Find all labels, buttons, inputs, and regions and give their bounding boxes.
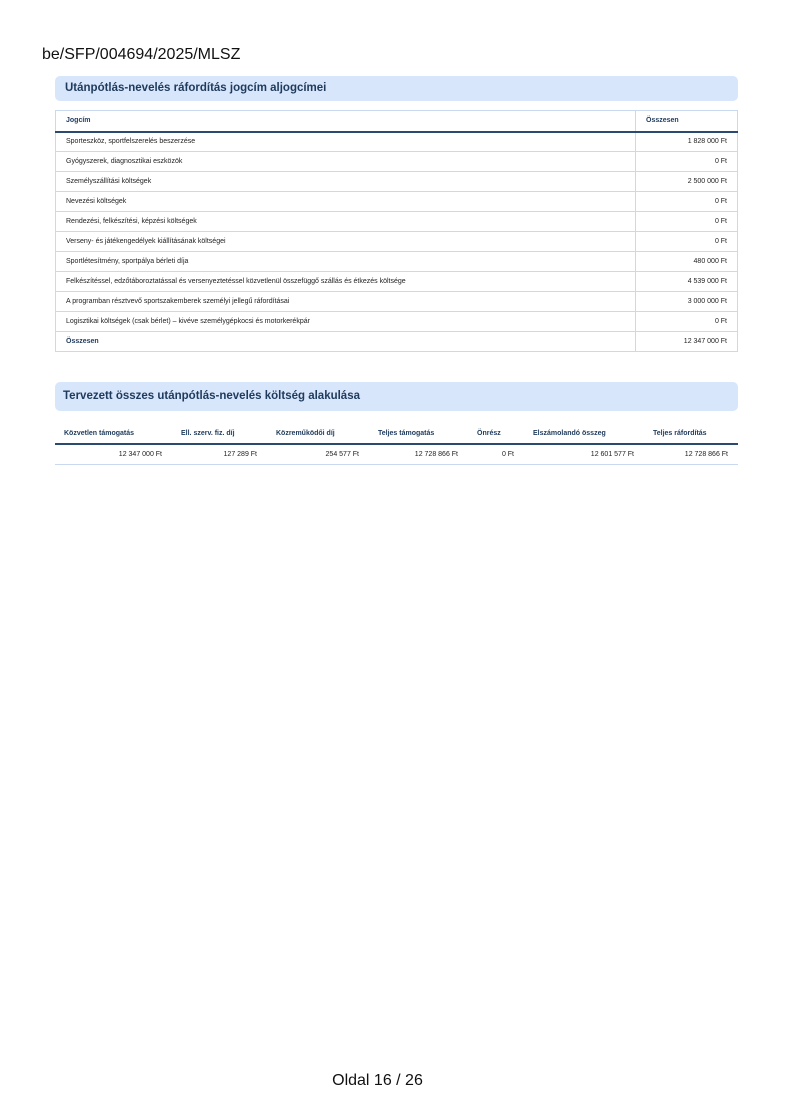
value-onresz: 0 Ft <box>468 444 524 464</box>
table-total-row <box>56 332 738 352</box>
cost-summary-table <box>55 424 738 465</box>
row-name: Verseny- és játékengedélyek kiállításának költségei <box>56 232 636 252</box>
table-row <box>56 132 738 152</box>
table-row <box>56 272 738 292</box>
column-header-ell-szerv-fiz-dij: Ell. szerv. fiz. díj <box>172 424 267 444</box>
row-name: Személyszállítási költségek <box>56 172 636 192</box>
total-amount: 12 347 000 Ft <box>636 332 738 352</box>
row-amount: 480 000 Ft <box>636 252 738 272</box>
table-row <box>56 232 738 252</box>
row-name: Logisztikai költségek (csak bérlet) – kivéve személygépkocsi és motorkerékpár <box>56 312 636 332</box>
column-header-onresz: Önrész <box>468 424 524 444</box>
column-header-teljes-raforditas: Teljes ráfordítás <box>644 424 738 444</box>
table-row <box>56 312 738 332</box>
total-label: Összesen <box>56 332 636 352</box>
table-header-row <box>56 111 738 132</box>
row-amount: 1 828 000 Ft <box>636 132 738 152</box>
row-name: Gyógyszerek, diagnosztikai eszközök <box>56 152 636 172</box>
page-number: Oldal 16 / 26 <box>332 1072 423 1089</box>
row-name: Sportlétesítmény, sportpálya bérleti díja <box>56 252 636 272</box>
row-amount: 2 500 000 Ft <box>636 172 738 192</box>
row-amount: 0 Ft <box>636 312 738 332</box>
column-header-osszesen: Összesen <box>636 111 738 132</box>
value-kozvetlen-tamogatas: 12 347 000 Ft <box>55 444 172 464</box>
value-kozremukodoi-dij: 254 577 Ft <box>267 444 369 464</box>
table-row <box>56 292 738 312</box>
value-teljes-raforditas: 12 728 866 Ft <box>644 444 738 464</box>
section-title-jogcim: Utánpótlás-nevelés ráfordítás jogcím aljogcímei <box>55 76 738 101</box>
value-elszamolando-osszeg: 12 601 577 Ft <box>524 444 644 464</box>
row-amount: 0 Ft <box>636 152 738 172</box>
row-name: Sporteszköz, sportfelszerelés beszerzése <box>56 132 636 152</box>
column-header-jogcim: Jogcím <box>56 111 636 132</box>
column-header-kozremukodoi-dij: Közreműködői díj <box>267 424 369 444</box>
jogcim-table <box>55 110 738 352</box>
column-header-teljes-tamogatas: Teljes támogatás <box>369 424 468 444</box>
row-name: Rendezési, felkészítési, képzési költségek <box>56 212 636 232</box>
section-title-koltseg-alakulas: Tervezett összes utánpótlás-nevelés költség alakulása <box>55 382 738 411</box>
column-header-kozvetlen-tamogatas: Közvetlen támogatás <box>55 424 172 444</box>
value-ell-szerv-fiz-dij: 127 289 Ft <box>172 444 267 464</box>
table-row <box>56 252 738 272</box>
row-amount: 0 Ft <box>636 212 738 232</box>
table-row <box>56 212 738 232</box>
document-id: be/SFP/004694/2025/MLSZ <box>42 46 241 63</box>
row-amount: 0 Ft <box>636 232 738 252</box>
row-name: Nevezési költségek <box>56 192 636 212</box>
row-name: Felkészítéssel, edzőtáboroztatással és versenyeztetéssel közvetlenül összefüggő szállás és étkezés költsége <box>56 272 636 292</box>
row-amount: 4 539 000 Ft <box>636 272 738 292</box>
row-amount: 0 Ft <box>636 192 738 212</box>
table-row <box>56 172 738 192</box>
table-header-row <box>55 424 738 444</box>
row-amount: 3 000 000 Ft <box>636 292 738 312</box>
table-row <box>56 192 738 212</box>
value-teljes-tamogatas: 12 728 866 Ft <box>369 444 468 464</box>
row-name: A programban résztvevő sportszakemberek személyi jellegű ráfordításai <box>56 292 636 312</box>
table-row <box>55 444 738 464</box>
column-header-elszamolando-osszeg: Elszámolandó összeg <box>524 424 644 444</box>
table-row <box>56 152 738 172</box>
